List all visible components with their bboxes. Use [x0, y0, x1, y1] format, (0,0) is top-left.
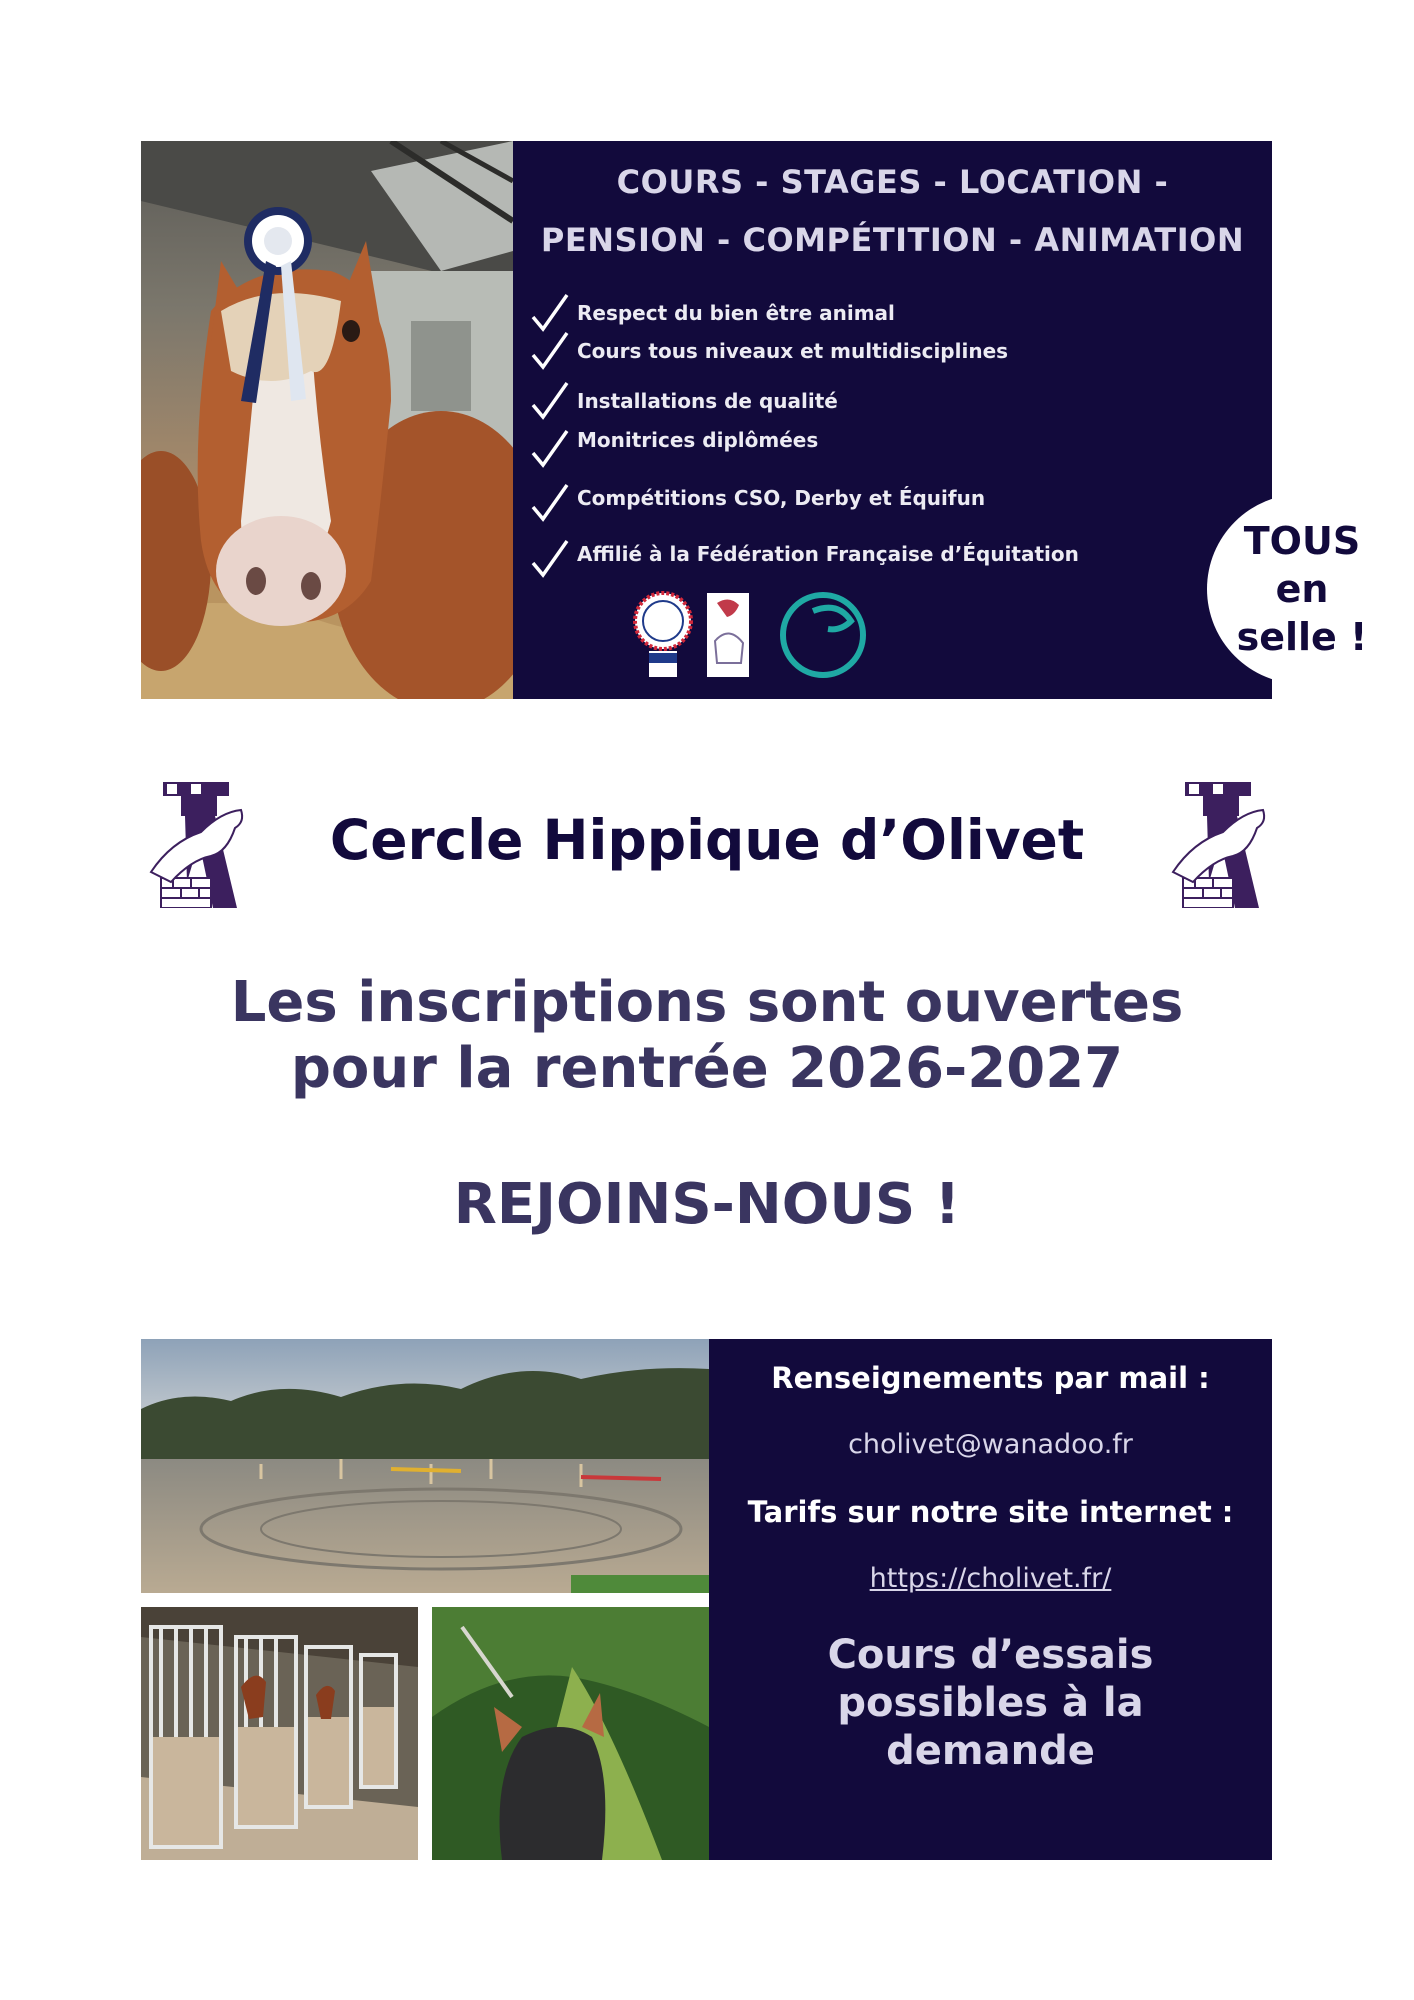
announcement-line: pour la rentrée 2026-2027	[290, 1036, 1124, 1101]
efe-label-icon	[635, 593, 691, 677]
club-name: Cercle Hippique d’Olivet	[329, 808, 1085, 872]
badge-line: en	[1275, 567, 1329, 611]
trail-ride-photo	[432, 1607, 709, 1860]
checkmark-icon	[529, 481, 571, 525]
feature-text: Installations de qualité	[577, 389, 838, 413]
feature-item	[529, 379, 838, 423]
bien-etre-animal-icon	[783, 595, 863, 675]
announcement-line: Les inscriptions sont ouvertes	[230, 970, 1184, 1035]
tous-en-selle-badge	[1207, 494, 1397, 684]
feature-item	[529, 329, 1008, 373]
trial-line: Cours d’essais	[827, 1632, 1154, 1678]
checkmark-icon	[529, 427, 571, 471]
feature-item	[529, 481, 985, 525]
ffe-label-icon	[707, 593, 749, 677]
stable-illustration	[141, 1607, 418, 1860]
trial-lessons-note	[709, 1631, 1272, 1775]
bottom-banner	[141, 1339, 1272, 1860]
email-link[interactable]: cholivet@wanadoo.fr	[848, 1429, 1133, 1460]
website-url[interactable]: https://cholivet.fr/	[869, 1563, 1112, 1594]
label-logos	[633, 591, 903, 681]
services-panel	[513, 141, 1368, 699]
mail-heading: Renseignements par mail :	[771, 1361, 1210, 1395]
badge-line: selle !	[1236, 615, 1368, 659]
feature-text: Monitrices diplômées	[577, 428, 819, 452]
site-heading: Tarifs sur notre site internet :	[747, 1495, 1234, 1529]
checkmark-icon	[529, 329, 571, 373]
join-us-cta: REJOINS-NOUS !	[453, 1172, 961, 1237]
badge-line: TOUS	[1243, 519, 1361, 563]
club-logo-right	[1163, 782, 1273, 908]
top-banner	[141, 141, 1368, 699]
arena-photo	[141, 1339, 709, 1593]
feature-text: Compétitions CSO, Derby et Équifun	[577, 486, 986, 510]
feature-text: Respect du bien être animal	[577, 301, 895, 325]
website-link[interactable]	[709, 1563, 1272, 1594]
services-line-1: COURS - STAGES - LOCATION -	[616, 163, 1169, 201]
stable-photo	[141, 1607, 418, 1860]
contact-panel	[709, 1339, 1272, 1860]
trial-line: demande	[886, 1728, 1095, 1774]
feature-text: Cours tous niveaux et multidisciplines	[577, 339, 1009, 363]
trial-line: possibles à la	[837, 1680, 1144, 1726]
registration-announcement	[150, 970, 1264, 1102]
horse-rosette-illustration	[141, 141, 513, 699]
services-line-2: PENSION - COMPÉTITION - ANIMATION	[540, 221, 1245, 259]
checkmark-icon	[529, 379, 571, 423]
arena-illustration	[141, 1339, 709, 1593]
horse-rosette-photo	[141, 141, 513, 699]
feature-text: Affilié à la Fédération Française d’Équitation	[577, 542, 1079, 566]
feature-item	[529, 537, 1079, 581]
trail-illustration	[432, 1607, 709, 1860]
club-logo-left	[141, 782, 251, 908]
checkmark-icon	[529, 537, 571, 581]
feature-item	[529, 427, 818, 471]
